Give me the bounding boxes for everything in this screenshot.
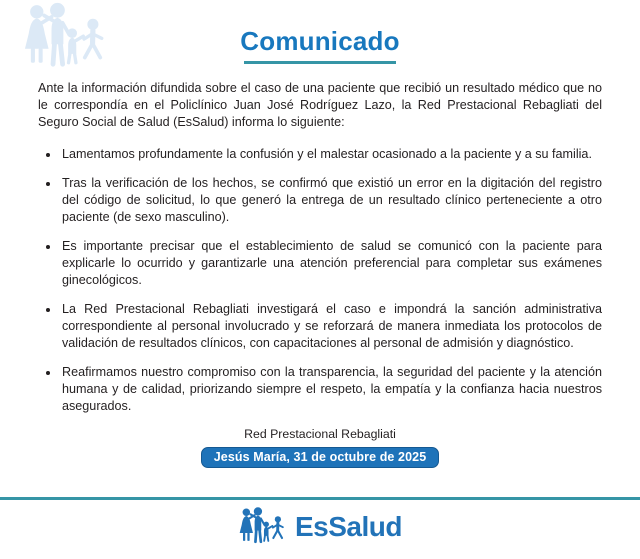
- page-title: Comunicado: [240, 26, 400, 56]
- title-underline: [244, 61, 396, 64]
- bullet-item-5: • Reafirmamos nuestro compromiso con la transparencia, la seguridad del paciente y la atención humana y de calidad, priorizando siempre el respeto, la empatía y la confianza hacia nuestros asegurados.: [60, 364, 602, 415]
- bullet-item-3: • Es importante precisar que el establecimiento de salud se comunicó con la paciente para explicarle lo ocurrido y garantizarle una atención preferencial para completar sus exámenes ginecológicos.: [60, 238, 602, 289]
- bullet-item-2: • Tras la verificación de los hechos, se confirmó que existió un error en la digitación del registro del código de solicitud, lo que generó la entrega de un resultado clínico perteneciente a otro paciente (de sexo masculino).: [60, 175, 602, 226]
- bullet-item-1: • Lamentamos profundamente la confusión y el malestar ocasionado a la paciente y a su familia.: [60, 146, 602, 163]
- signature-text: Red Prestacional Rebagliati: [244, 427, 396, 441]
- title-block: [38, 26, 602, 64]
- intro-paragraph: Ante la información difundida sobre el caso de una paciente que recibió un resultado médico que no le correspondía en el Policlínico Juan José Rodríguez Lazo, la Red Prestacional Rebagliati del Seguro Social de Salud (EsSalud) informa lo siguiente:: [38, 81, 602, 129]
- bullet-list: [38, 146, 602, 415]
- essalud-family-logo-icon: [238, 506, 292, 548]
- date-badge: Jesús María, 31 de octubre de 2025: [201, 447, 440, 468]
- bullet-item-4: • La Red Prestacional Rebagliati investigará el caso e impondrá la sanción administrativa correspondiente al personal involucrado y se reforzará de manera inmediata los protocolos de validación de resultados clínicos, con capacitaciones al personal de admisión y diagnóstico.: [60, 301, 602, 352]
- essalud-logo-text: EsSalud: [295, 511, 402, 542]
- divider-line: [0, 497, 640, 500]
- essalud-family-watermark-icon: [22, 2, 118, 74]
- essalud-logo: [0, 506, 640, 548]
- date-badge-row: [38, 447, 602, 468]
